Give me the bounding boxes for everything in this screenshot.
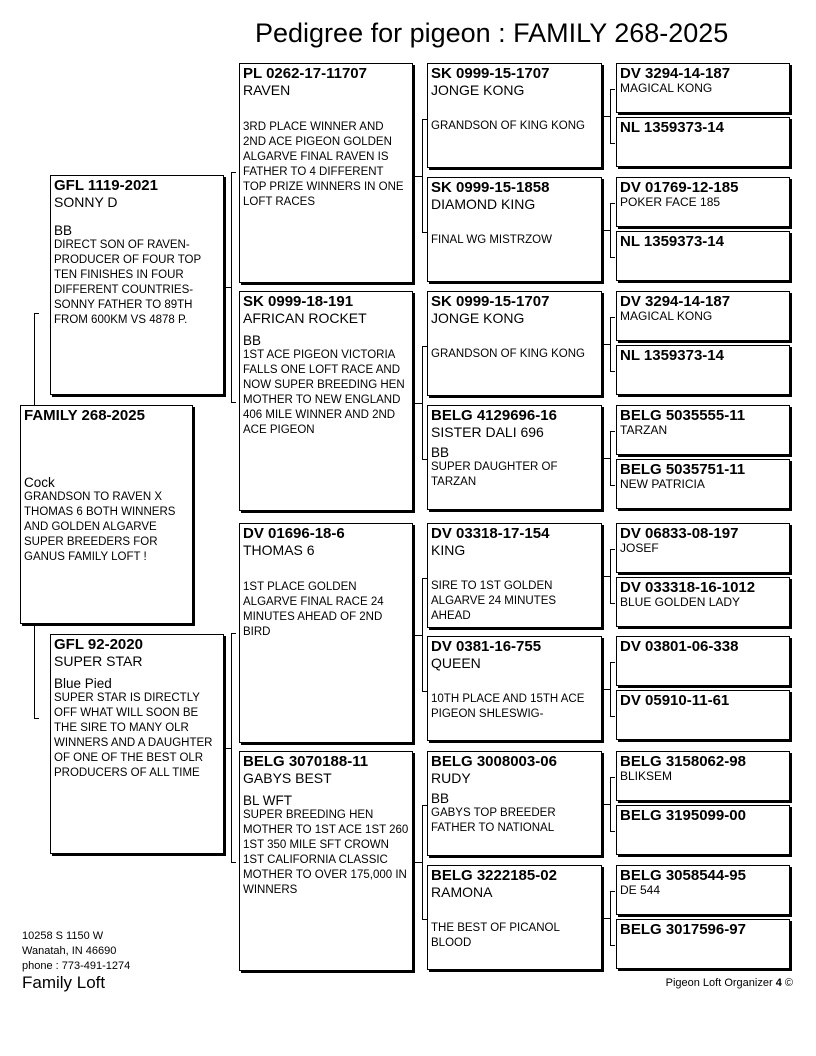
gen4-ring: BELG 4129696-16 bbox=[431, 407, 557, 424]
connector-line bbox=[34, 718, 39, 719]
dam-color: Blue Pied bbox=[54, 676, 112, 691]
connector-line bbox=[231, 402, 236, 403]
gen4-ring: DV 03318-17-154 bbox=[431, 525, 550, 542]
connector-line bbox=[231, 172, 236, 173]
connector-line bbox=[610, 891, 611, 946]
gen5-ring: DV 06833-08-197 bbox=[620, 525, 739, 542]
gen5-card[interactable] bbox=[616, 231, 790, 281]
gen5-ring: NL 1359373-14 bbox=[620, 233, 724, 250]
connector-line bbox=[610, 662, 611, 717]
gen5-name: DE 544 bbox=[620, 883, 661, 897]
connector-line bbox=[604, 576, 610, 577]
gen3-ring: PL 0262-17-11707 bbox=[243, 65, 367, 82]
gen4-notes: 10TH PLACE AND 15TH ACE PIGEON SHLESWIG- bbox=[431, 693, 585, 720]
gen3-notes: 3RD PLACE WINNER AND 2ND ACE PIGEON GOLDEN ALGARVE FINAL RAVEN IS FATHER TO 4 DIFFERENT TOP PRIZE WINNERS IN ONE LOFT RACES bbox=[243, 121, 404, 208]
gen3-color: BB bbox=[243, 333, 262, 348]
gen4-card[interactable] bbox=[427, 405, 602, 510]
gen5-card[interactable] bbox=[616, 919, 790, 969]
gen3-card[interactable] bbox=[239, 751, 413, 971]
gen4-card[interactable] bbox=[427, 63, 602, 168]
footer-app-name: Pigeon Loft Organizer bbox=[665, 977, 773, 989]
connector-line bbox=[231, 862, 236, 863]
gen4-color: BB bbox=[431, 445, 450, 460]
gen3-card[interactable] bbox=[239, 63, 413, 283]
gen5-card[interactable] bbox=[616, 523, 790, 573]
gen4-name: JONGE KONG bbox=[431, 310, 525, 326]
gen5-card[interactable] bbox=[616, 291, 790, 341]
sire-color: BB bbox=[54, 223, 73, 238]
sire-name: SONNY D bbox=[54, 194, 118, 210]
connector-line bbox=[415, 635, 422, 636]
gen5-ring: BELG 5035751-11 bbox=[620, 461, 746, 478]
connector-line bbox=[422, 346, 423, 460]
connector-line bbox=[415, 403, 422, 404]
gen3-notes: SUPER BREEDING HEN MOTHER TO 1ST ACE 1ST 260 1ST 350 MILE SFT CROWN 1ST CALIFORNIA CLASSIC MOTHER TO OVER 175,000 IN WINNERS bbox=[243, 809, 409, 896]
loft-address bbox=[22, 929, 130, 974]
connector-line bbox=[610, 485, 615, 486]
dam-card[interactable] bbox=[50, 634, 224, 854]
gen5-name: BLIKSEM bbox=[620, 769, 673, 783]
gen4-ring: SK 0999-15-1707 bbox=[431, 65, 550, 82]
address-phone: phone : 773-491-1274 bbox=[22, 960, 131, 972]
gen3-color: BL WFT bbox=[243, 793, 292, 808]
connector-line bbox=[610, 143, 615, 144]
gen5-ring: DV 05910-11-61 bbox=[620, 692, 730, 709]
connector-line bbox=[604, 116, 610, 117]
connector-line bbox=[604, 918, 610, 919]
connector-line bbox=[610, 777, 611, 832]
subject-ring: FAMILY 268-2025 bbox=[24, 407, 145, 424]
gen4-notes: THE BEST OF PICANOL BLOOD bbox=[431, 922, 560, 949]
gen5-card[interactable] bbox=[616, 577, 790, 627]
sire-card[interactable] bbox=[50, 175, 224, 395]
connector-line bbox=[604, 458, 610, 459]
gen4-notes: SIRE TO 1ST GOLDEN ALGARVE 24 MINUTES AHEAD bbox=[431, 580, 557, 622]
gen4-ring: DV 0381-16-755 bbox=[431, 638, 542, 655]
gen5-name: TARZAN bbox=[620, 423, 668, 437]
dam-name: SUPER STAR bbox=[54, 653, 143, 669]
gen5-ring: BELG 3017596-97 bbox=[620, 921, 746, 938]
gen3-ring: SK 0999-18-191 bbox=[243, 293, 354, 310]
gen4-ring: BELG 3008003-06 bbox=[431, 753, 557, 770]
gen5-card[interactable] bbox=[616, 117, 790, 167]
app-footer bbox=[666, 977, 793, 989]
gen3-name: AFRICAN ROCKET bbox=[243, 310, 367, 326]
address-city: Wanatah, IN 46690 bbox=[22, 945, 117, 957]
gen5-name: MAGICAL KONG bbox=[620, 309, 713, 323]
gen3-ring: BELG 3070188-11 bbox=[243, 753, 369, 770]
connector-line bbox=[604, 230, 610, 231]
gen4-notes: SUPER DAUGHTER OF TARZAN bbox=[431, 461, 558, 488]
loft-name: Family Loft bbox=[22, 973, 106, 992]
gen3-card[interactable] bbox=[239, 523, 413, 743]
connector-line bbox=[610, 662, 615, 663]
gen4-name: DIAMOND KING bbox=[431, 196, 536, 212]
gen5-name: MAGICAL KONG bbox=[620, 81, 713, 95]
gen4-name: RAMONA bbox=[431, 884, 493, 900]
gen4-name: SISTER DALI 696 bbox=[431, 424, 544, 440]
connector-line bbox=[422, 805, 423, 920]
page-title: Pedigree for pigeon : FAMILY 268-2025 bbox=[255, 18, 729, 48]
gen5-ring: DV 3294-14-187 bbox=[620, 293, 731, 310]
gen5-ring: DV 3294-14-187 bbox=[620, 65, 731, 82]
gen4-card[interactable] bbox=[427, 291, 602, 396]
connector-line bbox=[610, 317, 611, 372]
dam-ring: GFL 92-2020 bbox=[54, 636, 143, 653]
gen5-ring: NL 1359373-14 bbox=[620, 347, 724, 364]
address-street: 10258 S 1150 W bbox=[22, 930, 104, 942]
gen5-ring: DV 033318-16-1012 bbox=[620, 579, 756, 596]
gen5-card[interactable] bbox=[616, 636, 790, 686]
connector-line bbox=[604, 344, 610, 345]
gen5-name: POKER FACE 185 bbox=[620, 195, 721, 209]
connector-line bbox=[604, 689, 610, 690]
connector-line bbox=[34, 313, 39, 314]
gen3-name: THOMAS 6 bbox=[243, 542, 315, 558]
connector-line bbox=[604, 804, 610, 805]
gen3-notes: 1ST PLACE GOLDEN ALGARVE FINAL RACE 24 MINUTES AHEAD OF 2ND BIRD bbox=[243, 581, 384, 638]
gen4-notes: GRANDSON OF KING KONG bbox=[431, 120, 585, 132]
connector-line bbox=[610, 203, 615, 204]
connector-line bbox=[610, 317, 615, 318]
gen5-name: JOSEF bbox=[620, 541, 659, 555]
gen3-ring: DV 01696-18-6 bbox=[243, 525, 345, 542]
footer-version: 4 bbox=[775, 977, 782, 989]
connector-line bbox=[224, 748, 231, 749]
gen4-name: KING bbox=[431, 542, 466, 558]
connector-line bbox=[610, 89, 615, 90]
gen4-card[interactable] bbox=[427, 865, 602, 970]
gen3-notes: 1ST ACE PIGEON VICTORIA FALLS ONE LOFT RACE AND NOW SUPER BREEDING HEN MOTHER TO NEW ENGLAND 406 MILE WINNER AND 2ND ACE PIGEON bbox=[243, 349, 405, 436]
gen5-name: BLUE GOLDEN LADY bbox=[620, 595, 741, 609]
gen5-name: NEW PATRICIA bbox=[620, 477, 705, 491]
connector-line bbox=[610, 257, 615, 258]
copyright-icon: © bbox=[784, 977, 793, 989]
subject-pigeon-card[interactable] bbox=[20, 405, 193, 624]
connector-line bbox=[610, 371, 615, 372]
connector-line bbox=[610, 945, 615, 946]
gen4-ring: BELG 3222185-02 bbox=[431, 867, 557, 884]
connector-line bbox=[224, 287, 231, 288]
gen4-notes: FINAL WG MISTRZOW bbox=[431, 234, 552, 246]
connector-line bbox=[610, 431, 615, 432]
connector-line bbox=[422, 578, 423, 692]
subject-notes: GRANDSON TO RAVEN X THOMAS 6 BOTH WINNERS AND GOLDEN ALGARVE SUPER BREEDERS FOR GANUS FAMILY LOFT ! bbox=[24, 491, 176, 563]
connector-line bbox=[231, 633, 236, 634]
gen5-ring: NL 1359373-14 bbox=[620, 119, 724, 136]
gen4-name: JONGE KONG bbox=[431, 82, 525, 98]
connector-line bbox=[610, 549, 615, 550]
gen4-card[interactable] bbox=[427, 177, 602, 282]
sire-notes: DIRECT SON OF RAVEN- PRODUCER OF FOUR TOP TEN FINISHES IN FOUR DIFFERENT COUNTRIES- SONNY FATHER TO 89TH FROM 600KM VS 4878 P. bbox=[54, 239, 201, 326]
connector-line bbox=[610, 603, 615, 604]
connector-line bbox=[610, 831, 615, 832]
gen5-ring: BELG 3158062-98 bbox=[620, 753, 746, 770]
connector-line bbox=[610, 777, 615, 778]
connector-line bbox=[415, 862, 422, 863]
subject-sex: Cock bbox=[24, 475, 55, 490]
connector-line bbox=[610, 431, 611, 486]
gen4-notes: GRANDSON OF KING KONG bbox=[431, 348, 585, 360]
gen4-notes: GABYS TOP BREEDER FATHER TO NATIONAL bbox=[431, 807, 556, 834]
gen3-name: RAVEN bbox=[243, 82, 291, 98]
sire-ring: GFL 1119-2021 bbox=[54, 177, 158, 194]
connector-line bbox=[610, 549, 611, 604]
gen5-card[interactable] bbox=[616, 751, 790, 801]
gen5-ring: DV 01769-12-185 bbox=[620, 179, 739, 196]
gen5-card[interactable] bbox=[616, 865, 790, 915]
connector-line bbox=[610, 203, 611, 258]
gen4-name: RUDY bbox=[431, 770, 471, 786]
gen3-name: GABYS BEST bbox=[243, 770, 332, 786]
gen4-ring: SK 0999-15-1707 bbox=[431, 293, 550, 310]
gen5-ring: BELG 3195099-00 bbox=[620, 807, 746, 824]
gen4-name: QUEEN bbox=[431, 655, 481, 671]
gen5-ring: DV 03801-06-338 bbox=[620, 638, 739, 655]
connector-line bbox=[610, 89, 611, 144]
gen4-card[interactable] bbox=[427, 636, 602, 741]
connector-line bbox=[415, 176, 422, 177]
gen5-ring: BELG 3058544-95 bbox=[620, 867, 746, 884]
gen5-card[interactable] bbox=[616, 405, 790, 455]
gen4-card[interactable] bbox=[427, 523, 602, 628]
gen5-card[interactable] bbox=[616, 345, 790, 395]
gen5-card[interactable] bbox=[616, 805, 790, 855]
gen3-card[interactable] bbox=[239, 291, 413, 511]
gen4-card[interactable] bbox=[427, 751, 602, 856]
dam-notes: SUPER STAR IS DIRECTLY OFF WHAT WILL SOON BE THE SIRE TO MANY OLR WINNERS AND A DAUGHTER OF ONE OF THE BEST OLR PRODUCERS OF ALL TIME bbox=[54, 692, 213, 779]
connector-line bbox=[610, 891, 615, 892]
connector-line bbox=[231, 172, 232, 403]
connector-line bbox=[610, 716, 615, 717]
gen5-card[interactable] bbox=[616, 690, 790, 740]
gen5-card[interactable] bbox=[616, 63, 790, 113]
connector-line bbox=[422, 119, 423, 233]
gen4-color: BB bbox=[431, 791, 450, 806]
gen5-card[interactable] bbox=[616, 177, 790, 227]
gen5-card[interactable] bbox=[616, 459, 790, 509]
gen5-ring: BELG 5035555-11 bbox=[620, 407, 746, 424]
gen4-ring: SK 0999-15-1858 bbox=[431, 179, 550, 196]
connector-line bbox=[231, 633, 232, 863]
